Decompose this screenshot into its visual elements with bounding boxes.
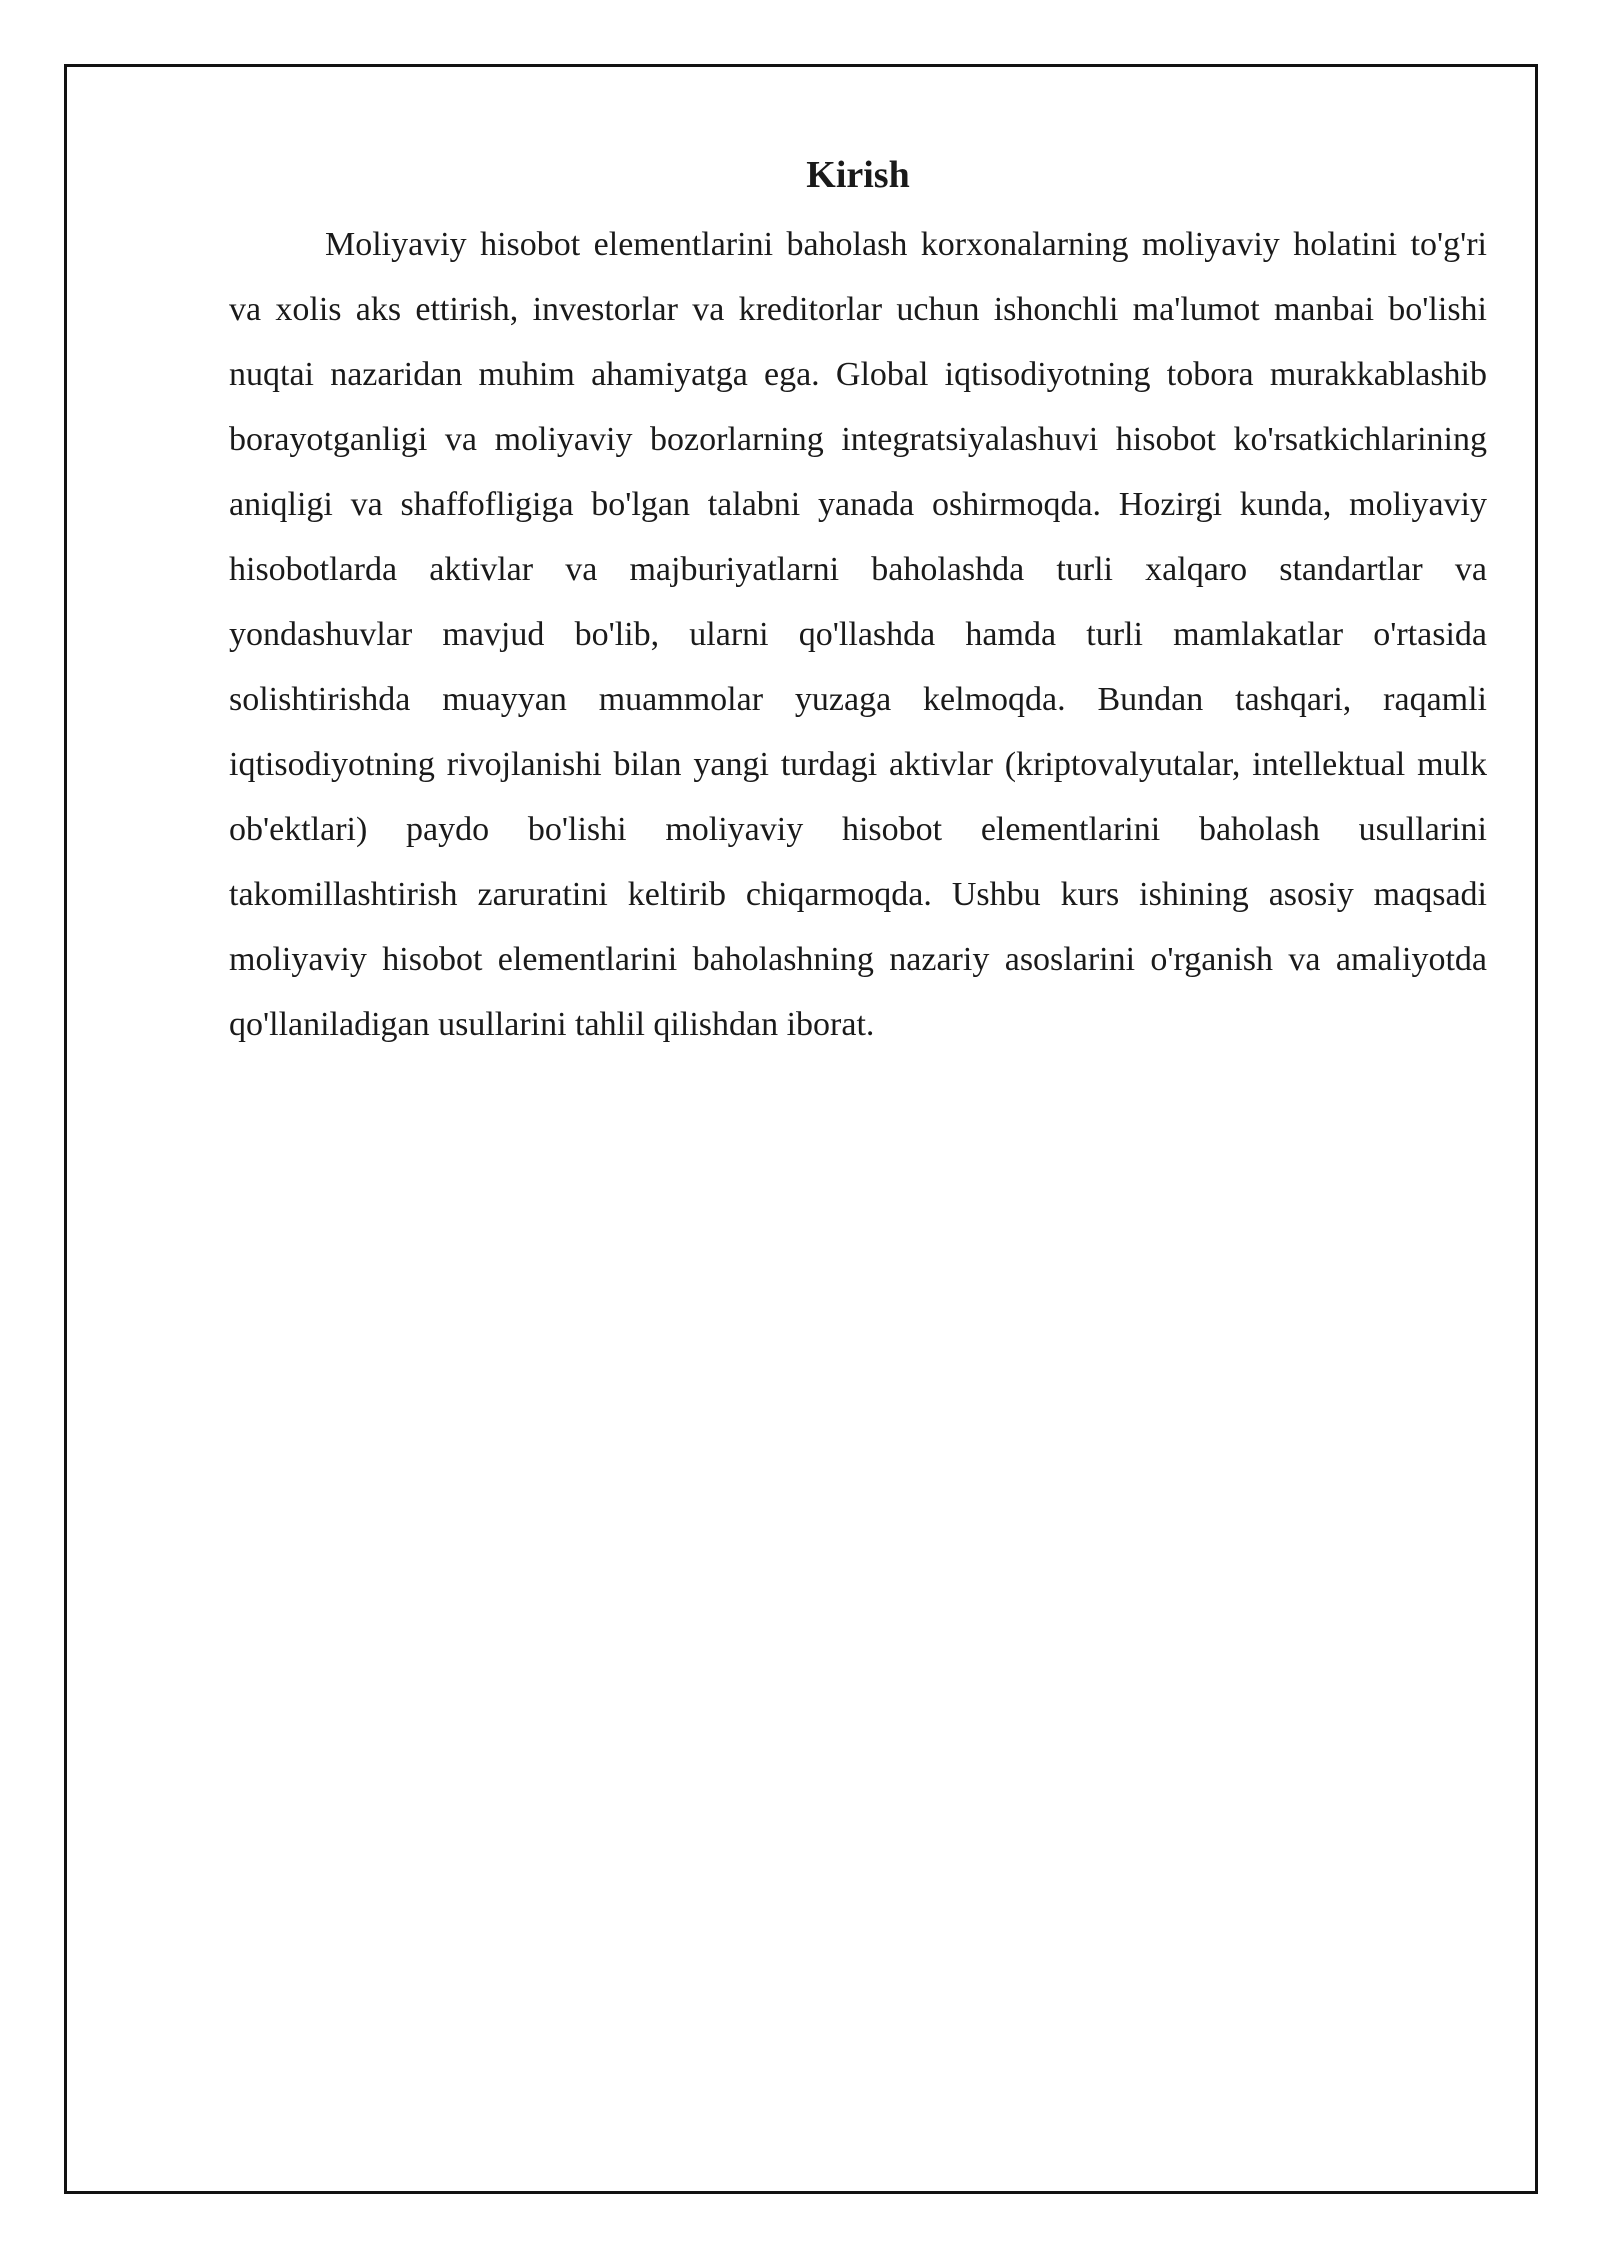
intro-paragraph: Moliyaviy hisobot elementlarini baholash korxonalarning moliyaviy holatini to'g'ri va xolis aks ettirish, investorlar va kreditorlar uchun ishonchli ma'lumot manbai bo'lishi nuqtai nazaridan muhim ahamiyatga ega. Global iqtisodiyotning tobora murakkablashib borayotganligi va moliyaviy bozorlarning integratsiyalashuvi hisobot ko'rsatkichlarining aniqligi va shaffofligiga bo'lgan talabni yanada oshirmoqda. Hozirgi kunda, moliyaviy hisobotlarda aktivlar va majburiyatlarni baholashda turli xalqaro standartlar va yondashuvlar mavjud bo'lib, ularni qo'llashda hamda turli mamlakatlar o'rtasida solishtirishda muayyan muammolar yuzaga kelmoqda. Bundan tashqari, raqamli iqtisodiyotning rivojlanishi bilan yangi turdagi aktivlar (kriptovalyutalar, intellektual mulk ob'ektlari) paydo bo'lishi moliyaviy hisobot elementlarini baholash usullarini takomillashtirish zaruratini keltirib chiqarmoqda. Ushbu kurs ishining asosiy maqsadi moliyaviy hisobot elementlarini baholashning nazariy asoslarini o'rganish va amaliyotda qo'llaniladigan usullarini tahlil qilishdan iborat. <box>229 226 1487 1043</box>
section-heading: Kirish <box>806 154 910 196</box>
document-body <box>229 150 1487 1057</box>
